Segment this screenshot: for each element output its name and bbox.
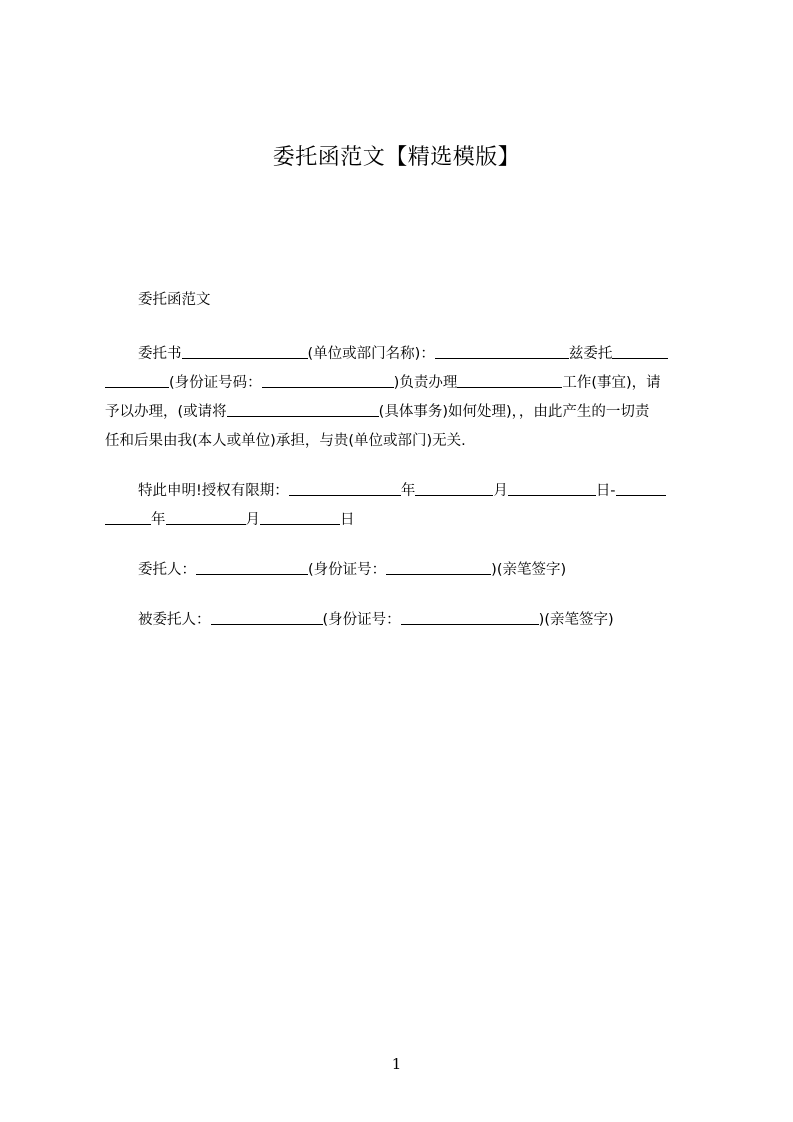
para1-line-3 [105, 398, 701, 427]
text-id-number-label: (身份证号码： [169, 375, 262, 391]
text-agent-label: 被委托人： [138, 612, 211, 628]
blank-agent-name [211, 610, 323, 625]
text-responsible-for: )负责办理 [393, 375, 458, 391]
blank-principal-name [196, 560, 308, 575]
blank-end-year [616, 481, 666, 496]
text-end-year: 年 [151, 512, 166, 528]
blank-start-month [415, 481, 493, 496]
para1-line-4 [105, 427, 701, 456]
section-heading [105, 286, 734, 315]
para1-line-2 [105, 369, 701, 398]
blank-specific-matter [227, 402, 379, 417]
text-principal-signature: )(亲笔签字) [491, 562, 567, 578]
blank-start-day [508, 481, 596, 496]
para1-line-1 [105, 340, 734, 369]
blank-end-day [260, 510, 340, 525]
text-end-month: 月 [245, 512, 260, 528]
text-hereby-entrust: 兹委托 [568, 346, 613, 362]
text-principal-label: 委托人： [138, 562, 196, 578]
text-end-day: 日 [340, 512, 355, 528]
blank-unit-name [182, 344, 308, 359]
text-day-dash: 日- [595, 483, 616, 499]
blank-principal-id [386, 560, 491, 575]
page-number: 1 [391, 1055, 402, 1073]
blank-unit [435, 344, 569, 359]
text-please-handle: 予以办理，(或请将 [105, 404, 227, 420]
text-unit-name-label: (单位或部门名称)： [307, 346, 435, 362]
text-work-matter: 工作(事宜)，请 [562, 375, 661, 391]
blank-entrusted-person-cont [105, 373, 169, 388]
text-month: 月 [493, 483, 508, 499]
blank-start-year [289, 481, 401, 496]
text-principal-id-label: (身份证号： [308, 562, 387, 578]
blank-end-month [166, 510, 246, 525]
text-responsibility: 任和后果由我(本人或单位)承担，与贵(单位或部门)无关. [105, 433, 466, 449]
text-year: 年 [400, 483, 416, 499]
para2-line-1 [105, 477, 734, 506]
principal-line [105, 556, 734, 585]
text-committed-letter: 委托书 [138, 346, 182, 362]
text-agent-id-label: (身份证号： [322, 612, 401, 628]
para2-line-2 [105, 506, 701, 535]
heading-text: 委托函范文 [138, 292, 211, 308]
blank-work [457, 373, 562, 388]
blank-end-year-cont [105, 510, 151, 525]
agent-line [105, 606, 734, 635]
blank-entrusted-person [612, 344, 668, 359]
document-title: 委托函范文【精选模版】 [272, 145, 521, 170]
text-specific-matter: (具体事务)如何处理)，，由此产生的一切责 [378, 404, 650, 420]
text-agent-signature: )(亲笔签字) [538, 612, 614, 628]
blank-id-number [262, 373, 394, 388]
blank-agent-id [401, 610, 539, 625]
text-declaration: 特此申明!授权有限期： [138, 483, 289, 499]
